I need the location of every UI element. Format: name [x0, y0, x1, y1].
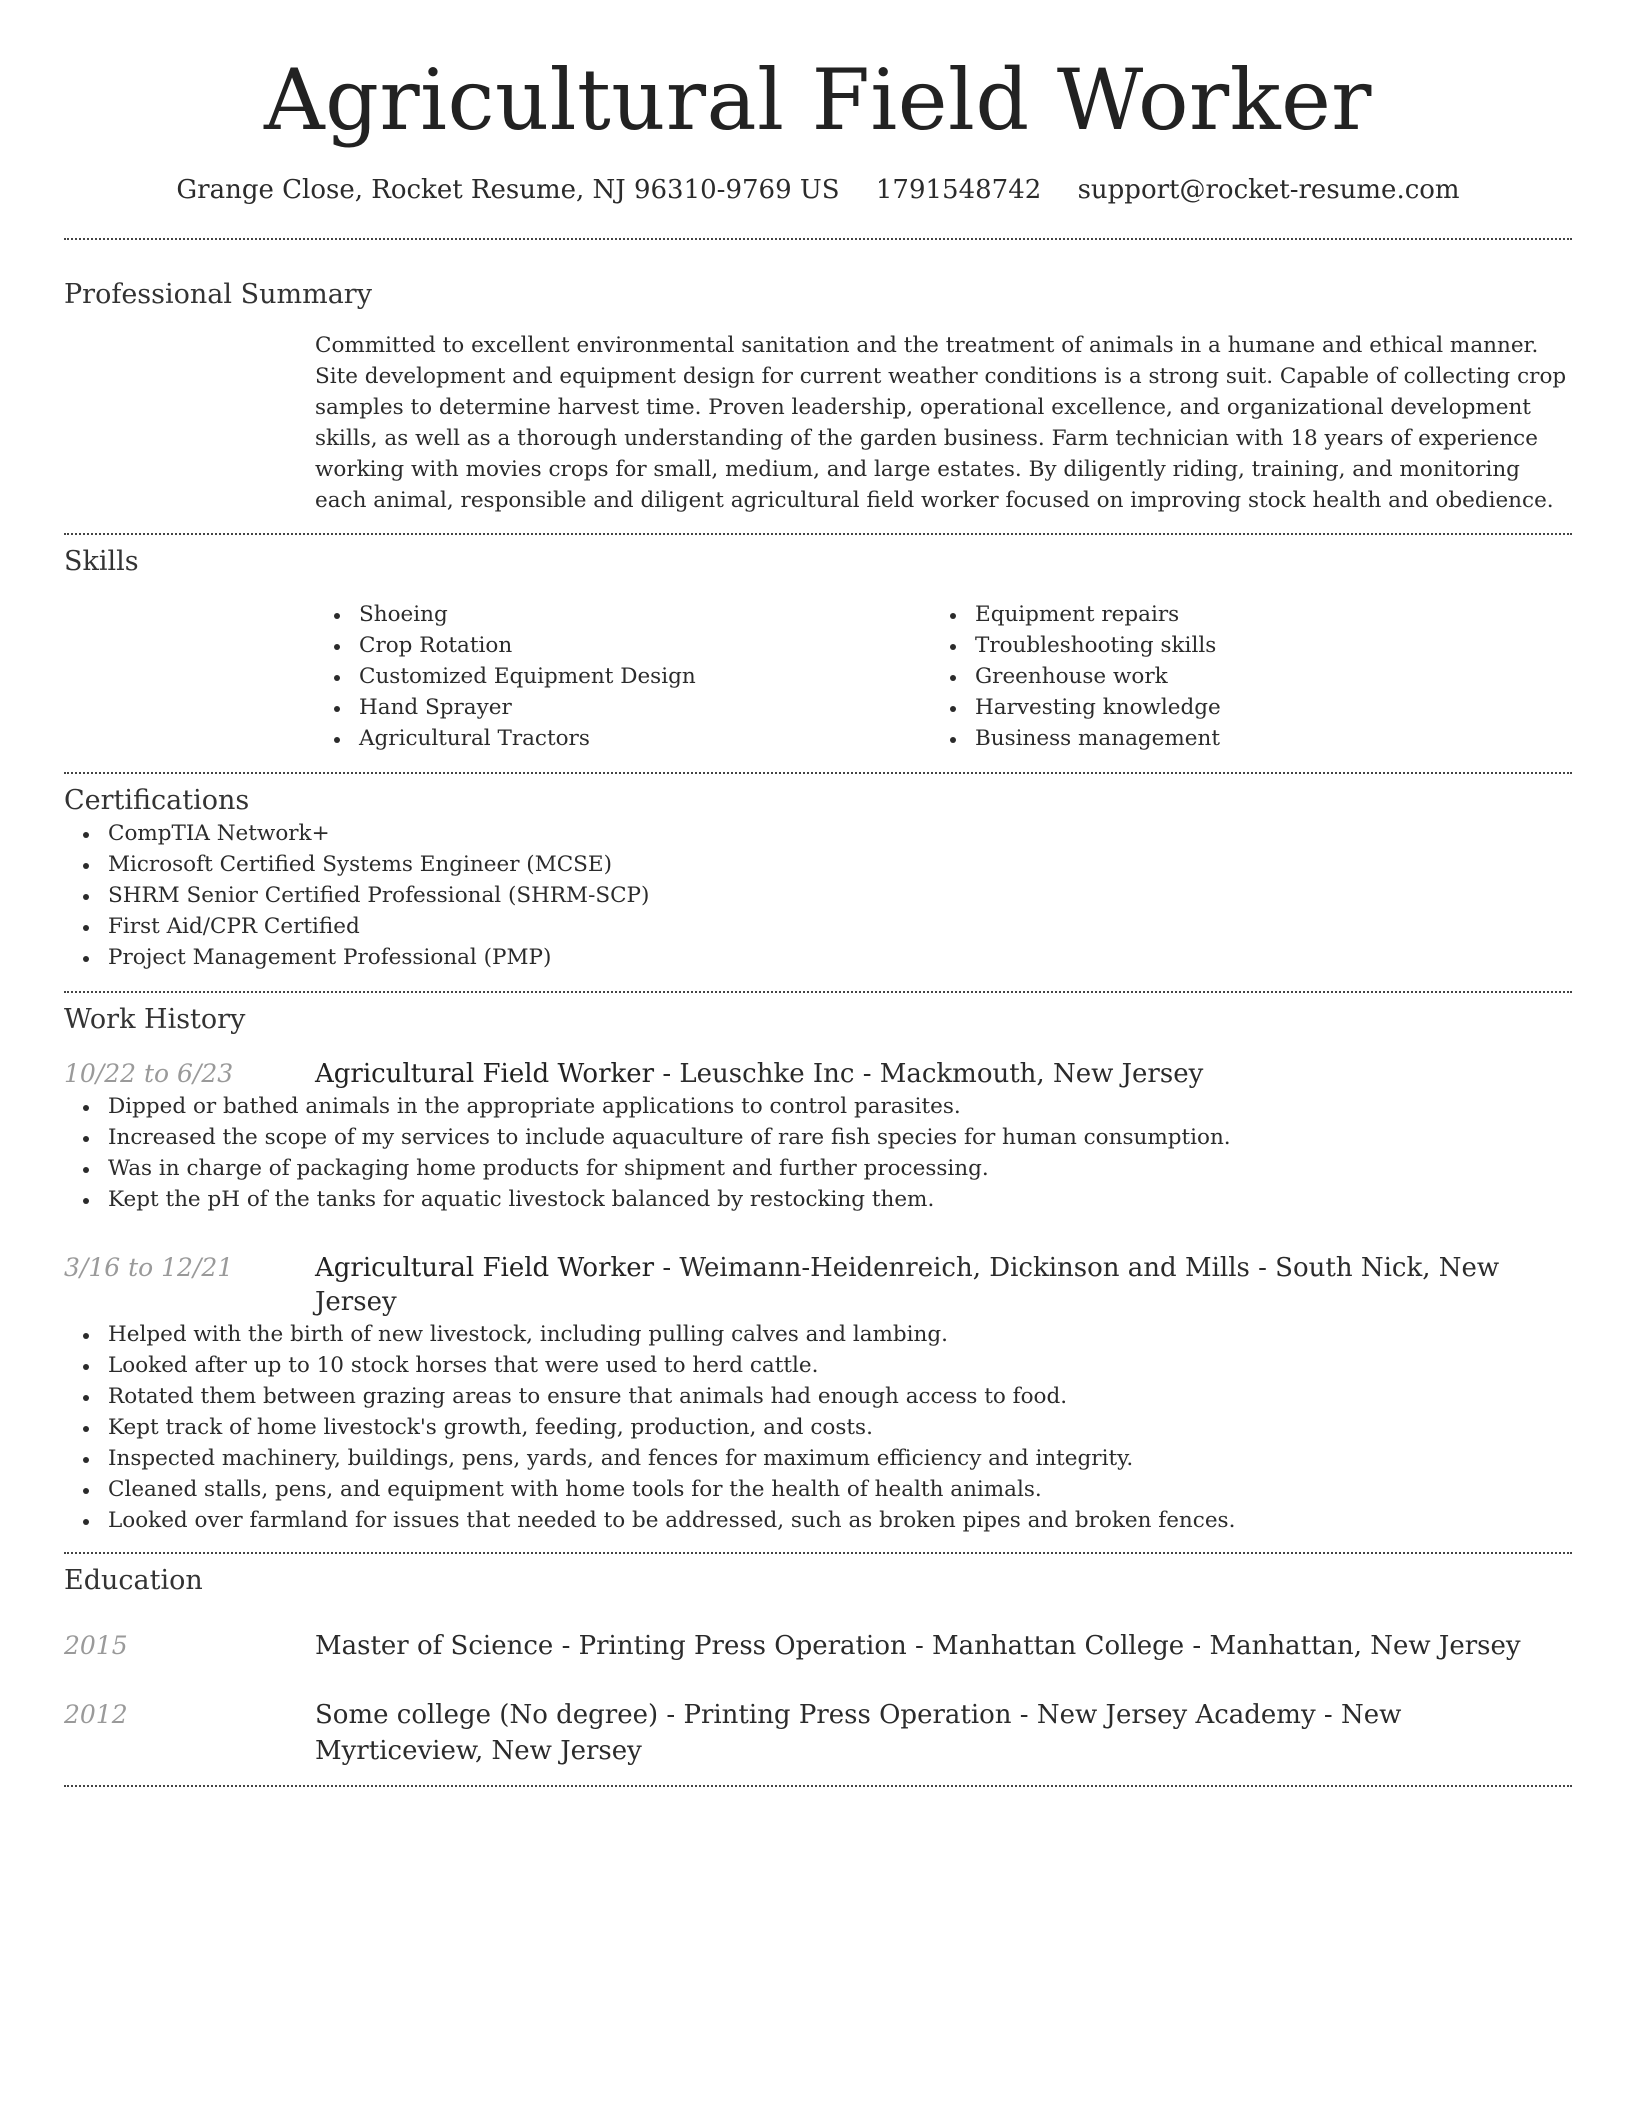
education-degree: Some college (No degree) - Printing Press Operation	[315, 1700, 1012, 1730]
skills-columns	[315, 599, 1572, 754]
list-item: Looked after up to 10 stock horses that were used to herd cattle.	[64, 1350, 1572, 1381]
education-year: 2012	[64, 1700, 128, 1729]
section-title-education: Education	[64, 1565, 203, 1596]
education-section	[64, 1554, 1572, 1785]
section-title-certifications: Certifications	[64, 785, 250, 816]
job-bullets	[64, 1091, 1572, 1215]
job-entry	[64, 1251, 1572, 1536]
section-title-work-history: Work History	[64, 1004, 246, 1035]
education-year: 2015	[64, 1631, 128, 1660]
contact-phone: 1791548742	[875, 175, 1042, 205]
list-item: Troubleshooting skills	[931, 630, 1547, 661]
list-item: Greenhouse work	[931, 661, 1547, 692]
list-item: Equipment repairs	[931, 599, 1547, 630]
skills-section	[64, 535, 1572, 772]
list-item: CompTIA Network+	[64, 818, 1572, 849]
list-item: Helped with the birth of new livestock, including pulling calves and lambing.	[64, 1319, 1572, 1350]
work-history-section	[64, 993, 1572, 1552]
job-role: Agricultural Field Worker	[315, 1059, 655, 1089]
education-heading	[315, 1697, 1572, 1769]
list-item: SHRM Senior Certified Professional (SHRM-SCP)	[64, 880, 1572, 911]
education-heading	[315, 1628, 1572, 1664]
list-item: Increased the scope of my services to include aquaculture of rare fish species for human consumption.	[64, 1122, 1572, 1153]
job-dates: 3/16 to 12/21	[64, 1253, 234, 1282]
certifications-section	[64, 774, 1572, 991]
job-bullets	[64, 1319, 1572, 1536]
list-item: Hand Sprayer	[315, 692, 931, 723]
education-school: - Manhattan College - Manhattan, New Jersey	[906, 1631, 1521, 1661]
skills-list-right	[931, 599, 1547, 754]
job-dates: 10/22 to 6/23	[64, 1059, 234, 1088]
list-item: Kept track of home livestock's growth, feeding, production, and costs.	[64, 1412, 1572, 1443]
education-school: - New Jersey Academy - New Myrticeview, New Jersey	[315, 1700, 1402, 1766]
contact-email[interactable]: support@rocket-resume.com	[1077, 175, 1460, 205]
list-item: Microsoft Certified Systems Engineer (MCSE)	[64, 849, 1572, 880]
list-item: Cleaned stalls, pens, and equipment with home tools for the health of health animals.	[64, 1474, 1572, 1505]
divider	[64, 1785, 1572, 1787]
list-item: Agricultural Tractors	[315, 723, 931, 754]
contact-address: Grange Close, Rocket Resume, NJ 96310-9769 US	[176, 175, 840, 205]
list-item: Kept the pH of the tanks for aquatic livestock balanced by restocking them.	[64, 1184, 1572, 1215]
education-entry	[64, 1697, 1572, 1769]
job-employer: - Leuschke Inc - Mackmouth, New Jersey	[654, 1059, 1204, 1089]
section-title-summary: Professional Summary	[64, 279, 372, 310]
education-entry	[64, 1628, 1572, 1664]
list-item: Customized Equipment Design	[315, 661, 931, 692]
job-employer: - Weimann-Heidenreich, Dickinson and Mills - South Nick, New Jersey	[315, 1253, 1500, 1317]
resume-page	[64, 0, 1572, 1787]
job-heading	[315, 1251, 1572, 1319]
list-item: First Aid/CPR Certified	[64, 911, 1572, 942]
contact-line	[64, 174, 1572, 206]
candidate-name: Agricultural Field Worker	[264, 51, 1372, 149]
list-item: Rotated them between grazing areas to ensure that animals had enough access to food.	[64, 1381, 1572, 1412]
job-entry	[64, 1057, 1572, 1215]
summary-text: Committed to excellent environmental sanitation and the treatment of animals in a humane and ethical manner. Site development and equipment design for current weather conditions is a strong suit. Capable of collecting crop samples to determine harvest time. Proven leadership, operational excellence, and organizational development skills, as well as a thorough understanding of the garden business. Farm technician with 18 years of experience working with movies crops for small, medium, and large estates. By diligently riding, training, and monitoring each animal, responsible and diligent agricultural field worker focused on improving stock health and obedience.	[315, 333, 1567, 513]
job-role: Agricultural Field Worker	[315, 1253, 655, 1283]
job-heading	[315, 1057, 1572, 1091]
list-item: Was in charge of packaging home products for shipment and further processing.	[64, 1153, 1572, 1184]
skills-list-left	[315, 599, 931, 754]
list-item: Harvesting knowledge	[931, 692, 1547, 723]
certifications-list	[64, 818, 1572, 973]
list-item: Project Management Professional (PMP)	[64, 942, 1572, 973]
list-item: Inspected machinery, buildings, pens, yards, and fences for maximum efficiency and integrity.	[64, 1443, 1572, 1474]
list-item: Looked over farmland for issues that needed to be addressed, such as broken pipes and broken fences.	[64, 1505, 1572, 1536]
summary-section	[64, 240, 1572, 533]
list-item: Crop Rotation	[315, 630, 931, 661]
list-item: Business management	[931, 723, 1547, 754]
list-item: Dipped or bathed animals in the appropriate applications to control parasites.	[64, 1091, 1572, 1122]
education-degree: Master of Science - Printing Press Operation	[315, 1631, 907, 1661]
section-title-skills: Skills	[64, 546, 139, 577]
list-item: Shoeing	[315, 599, 931, 630]
